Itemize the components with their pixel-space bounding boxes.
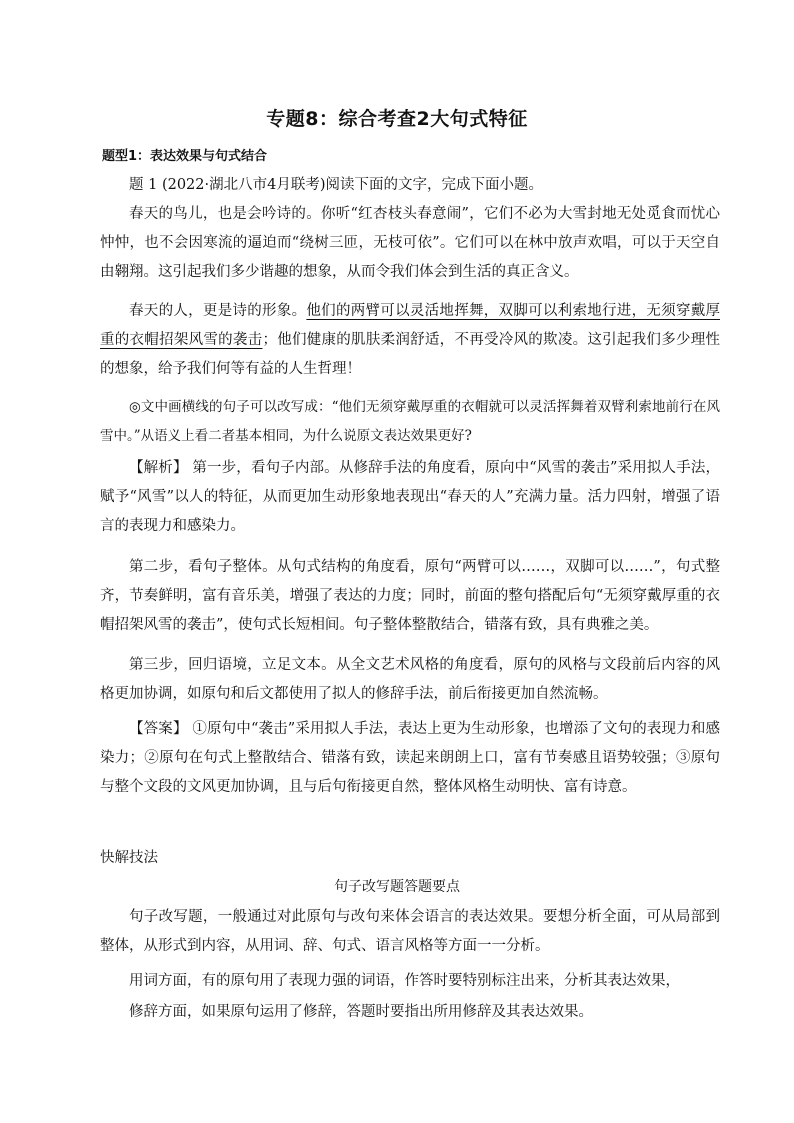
quick-method-paragraph-1: 句子改写题，一般通过对此原句与改句来体会语言的表达效果。要想分析全面，可从局部到整体，从形式到内容，从用词、辞、句式、语言风格等方面一一分析。 [100,909,720,954]
quick-method-subtitle: 句子改写题答题要点 [334,879,460,895]
question-intro: 题 1 (2022·湖北八市4月联考)阅读下面的文字，完成下面小题。 [129,177,543,193]
page-title: 专题8：综合考查2大句式特征 [266,108,528,130]
analysis-label: 【解析】 [129,460,188,476]
passage-p2-end: ；他们健康的肌肤柔润舒适，不再受冷风的欺凌。这引起我们多少理性的想象，给予我们何等有益的人生哲理！ [100,332,720,377]
quick-method-label: 快解技法 [100,850,158,866]
passage-paragraph-1: 春天的鸟儿，也是会吟诗的。你听“红杏枝头春意闹”，它们不必为大雪封地无处觅食而忧心忡忡，也不会因寒流的逼迫而“绕树三匝，无枝可依”。它们可以在林中放声欢唱，可以于天空自由翱翔。这引起我们多少谐趣的想象，从而令我们体会到生活的真正含义。 [100,206,720,280]
analysis-step-2: 第二步，看句子整体。从句式结构的角度看，原句“两臂可以……，双脚可以……”，句式整齐，节奏鲜明，富有音乐美，增强了表达的力度；同时，前面的整句搭配后句“无须穿戴厚重的衣帽招架风雪的袭击”，使句式长短相间。句子整体整散结合，错落有致，具有典雅之美。 [100,559,720,633]
passage-p2-start: 春天的人，更是诗的形象。 [129,303,307,319]
answer-label: 【答案】 [129,721,188,737]
section-heading: 题型1：表达效果与句式结合 [102,149,268,164]
quick-method-paragraph-2: 用词方面，有的原句用了表现力强的词语，作答时要特别标注出来，分析其表达效果， [129,973,680,989]
answer-text: ①原句中“袭击”采用拟人手法，表达上更为生动形象，也增添了文句的表现力和感染力；②原句在句式上整散结合、错落有致，读起来朗朗上口，富有节奏感且语势较强；③原句与整个文段的文风更加协调，且与后句衔接更自然，整体风格生动明快、富有诗意。 [100,721,720,795]
quick-method-paragraph-3: 修辞方面，如果原句运用了修辞，答题时要指出所用修辞及其表达效果。 [129,1004,593,1020]
underlined-sentence: 他们的两臂可以灵活地挥舞，双脚可以利索地行进，无须穿戴厚重的衣帽招架风雪的袭击 [100,303,721,348]
analysis-step-1-text: 第一步，看句子内部。从修辞手法的角度看，原向中“风雪的袭击”采用拟人手法，赋予“风雪”以人的特征，从而更加生动形象地表现出“春天的人”充满力量。活力四射，增强了语言的表现力和感染力。 [100,460,720,534]
analysis-step-3: 第三步，回归语境，立足文本。从全文艺术风格的角度看，原句的风格与文段前后内容的风格更加协调，如原句和后文都使用了拟人的修辞手法，前后衔接更加自然流畅。 [100,657,720,702]
passage-paragraph-2 [100,297,720,384]
answer-paragraph [100,715,720,802]
analysis-step-1 [100,454,720,541]
question-text: ◎文中画横线的句子可以改写成：“他们无须穿戴厚重的衣帽就可以灵活挥舞着双臂利索地前行在风雪中。”从语义上看二者基本相同，为什么说原文表达效果更好? [100,399,720,444]
